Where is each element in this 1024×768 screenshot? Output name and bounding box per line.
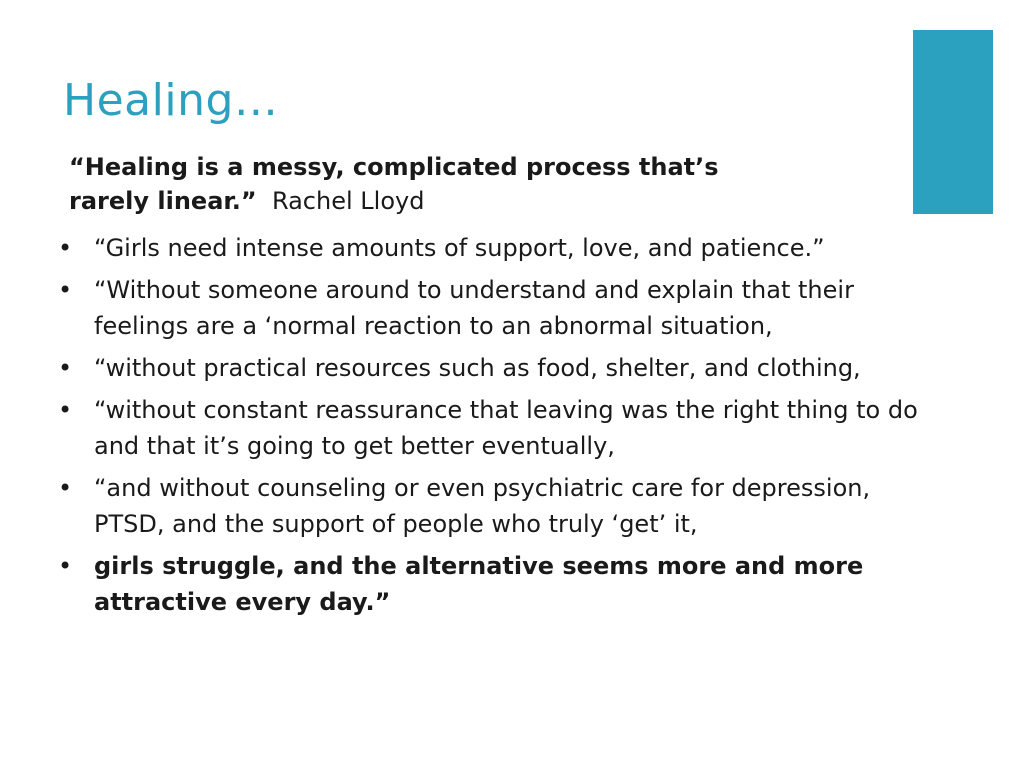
quote-block: [69, 150, 799, 218]
bullet-icon: •: [58, 396, 73, 424]
bullet-item: [58, 392, 918, 464]
bullet-icon: •: [58, 354, 73, 382]
bullet-text: girls struggle, and the alternative seems more and more attractive every day.”: [94, 552, 864, 616]
quote-attribution: Rachel Lloyd: [271, 187, 425, 215]
bullet-text: “and without counseling or even psychiatric care for depression, PTSD, and the support of people who truly ‘get’ it,: [94, 474, 871, 538]
bullet-item: [58, 350, 918, 386]
bullet-text: “without constant reassurance that leaving was the right thing to do and that it’s going to get better eventually,: [94, 396, 918, 460]
bullet-icon: •: [58, 234, 73, 262]
slide-title: Healing…: [63, 75, 279, 126]
bullet-item: [58, 272, 918, 344]
bullet-text: “Without someone around to understand and explain that their feelings are a ‘normal reaction to an abnormal situation,: [94, 276, 854, 340]
bullet-icon: •: [58, 474, 73, 502]
bullet-list: [58, 230, 918, 626]
bullet-item: [58, 230, 918, 266]
bullet-icon: •: [58, 276, 73, 304]
bullet-item: [58, 548, 918, 620]
bullet-text: “without practical resources such as food, shelter, and clothing,: [94, 354, 861, 382]
quote-text: “Healing is a messy, complicated process that’s rarely linear.”: [69, 153, 719, 215]
accent-bar: [913, 30, 993, 214]
bullet-text: “Girls need intense amounts of support, love, and patience.”: [94, 234, 825, 262]
bullet-icon: •: [58, 552, 73, 580]
bullet-item: [58, 470, 918, 542]
